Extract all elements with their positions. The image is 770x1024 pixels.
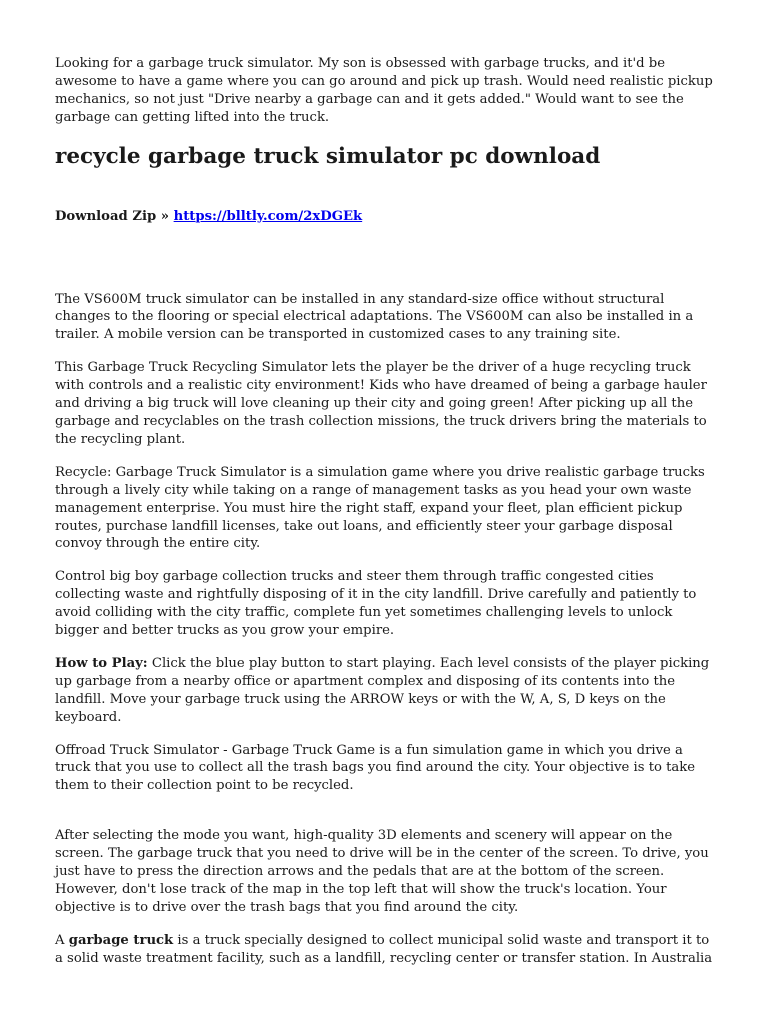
paragraph-recycle-game: Recycle: Garbage Truck Simulator is a simulation game where you drive realistic garbage trucks through a lively city while taking on a range of management tasks as you head your own waste management enterprise. You must hire the right staff, expand your fleet, plan efficient pickup routes, purchase landfill licenses, take out loans, and efficiently steer your garbage disposal convoy through the entire city. (55, 464, 705, 552)
paragraph-recycling-simulator: This Garbage Truck Recycling Simulator lets the player be the driver of a huge recycling truck with controls and a realistic city environment! Kids who have dreamed of being a garbage hauler and driving a big truck will love cleaning up their city and going green! After picking up all the garbage and recyclables on the trash collection missions, the truck drivers bring the materials to the recycling plant. (55, 360, 707, 447)
paragraph-offroad-simulator: Offroad Truck Simulator - Garbage Truck Game is a fun simulation game in which you drive a truck that you use to collect all the trash bags you find around the city. Your objective is to take them to their collection point to be recycled. (55, 742, 696, 794)
page-title: recycle garbage truck simulator pc download (55, 143, 601, 169)
definition-term: garbage truck (68, 932, 174, 948)
download-line (55, 208, 717, 226)
how-to-play-label: How to Play: (55, 655, 148, 671)
download-link[interactable]: https://blltly.com/2xDGEk (173, 208, 363, 224)
document-page (55, 55, 717, 968)
paragraph-vs600m: The VS600M truck simulator can be installed in any standard-size office without structural changes to the flooring or special electrical adaptations. The VS600M can also be installed in a trailer. A mobile version can be transported in customized cases to any training site. (55, 291, 694, 343)
definition-prefix: A (55, 932, 69, 948)
paragraph-garbage-truck-definition (55, 932, 717, 968)
intro-paragraph: Looking for a garbage truck simulator. My son is obsessed with garbage trucks, and it'd be awesome to have a game where you can go around and pick up trash. Would need realistic pickup mechanics, so not just "Drive nearby a garbage can and it gets added." Would want to see the garbage can getting lifted into the truck. (55, 56, 713, 125)
paragraph-selecting-mode: After selecting the mode you want, high-quality 3D elements and scenery will appear on the screen. The garbage truck that you need to drive will be in the center of the screen. To drive, you just have to press the direction arrows and the pedals that are at the bottom of the screen. However, don't lose track of the map in the top left that will show the truck's location. Your objective is to drive over the trash bags that you find around the city. (55, 828, 709, 915)
paragraph-control-trucks: Control big boy garbage collection trucks and steer them through traffic congested cities collecting waste and rightfully disposing of it in the city landfill. Drive carefully and patiently to avoid colliding with the city traffic, complete fun yet sometimes challenging levels to unlock bigger and better trucks as you grow your empire. (55, 569, 697, 639)
download-label: Download Zip » (55, 208, 170, 224)
paragraph-how-to-play (55, 655, 717, 727)
how-to-play-text: Click the blue play button to start playing. Each level consists of the player picking up garbage from a nearby office or apartment complex and disposing of its contents into the landfill. Move your garbage truck using the ARROW keys or with the W, A, S, D keys on the keyboard. (55, 655, 710, 725)
definition-text: is a truck specially designed to collect municipal solid waste and transport it to a solid waste treatment facility, such as a landfill, recycling center or transfer station. In Australia (55, 932, 713, 966)
